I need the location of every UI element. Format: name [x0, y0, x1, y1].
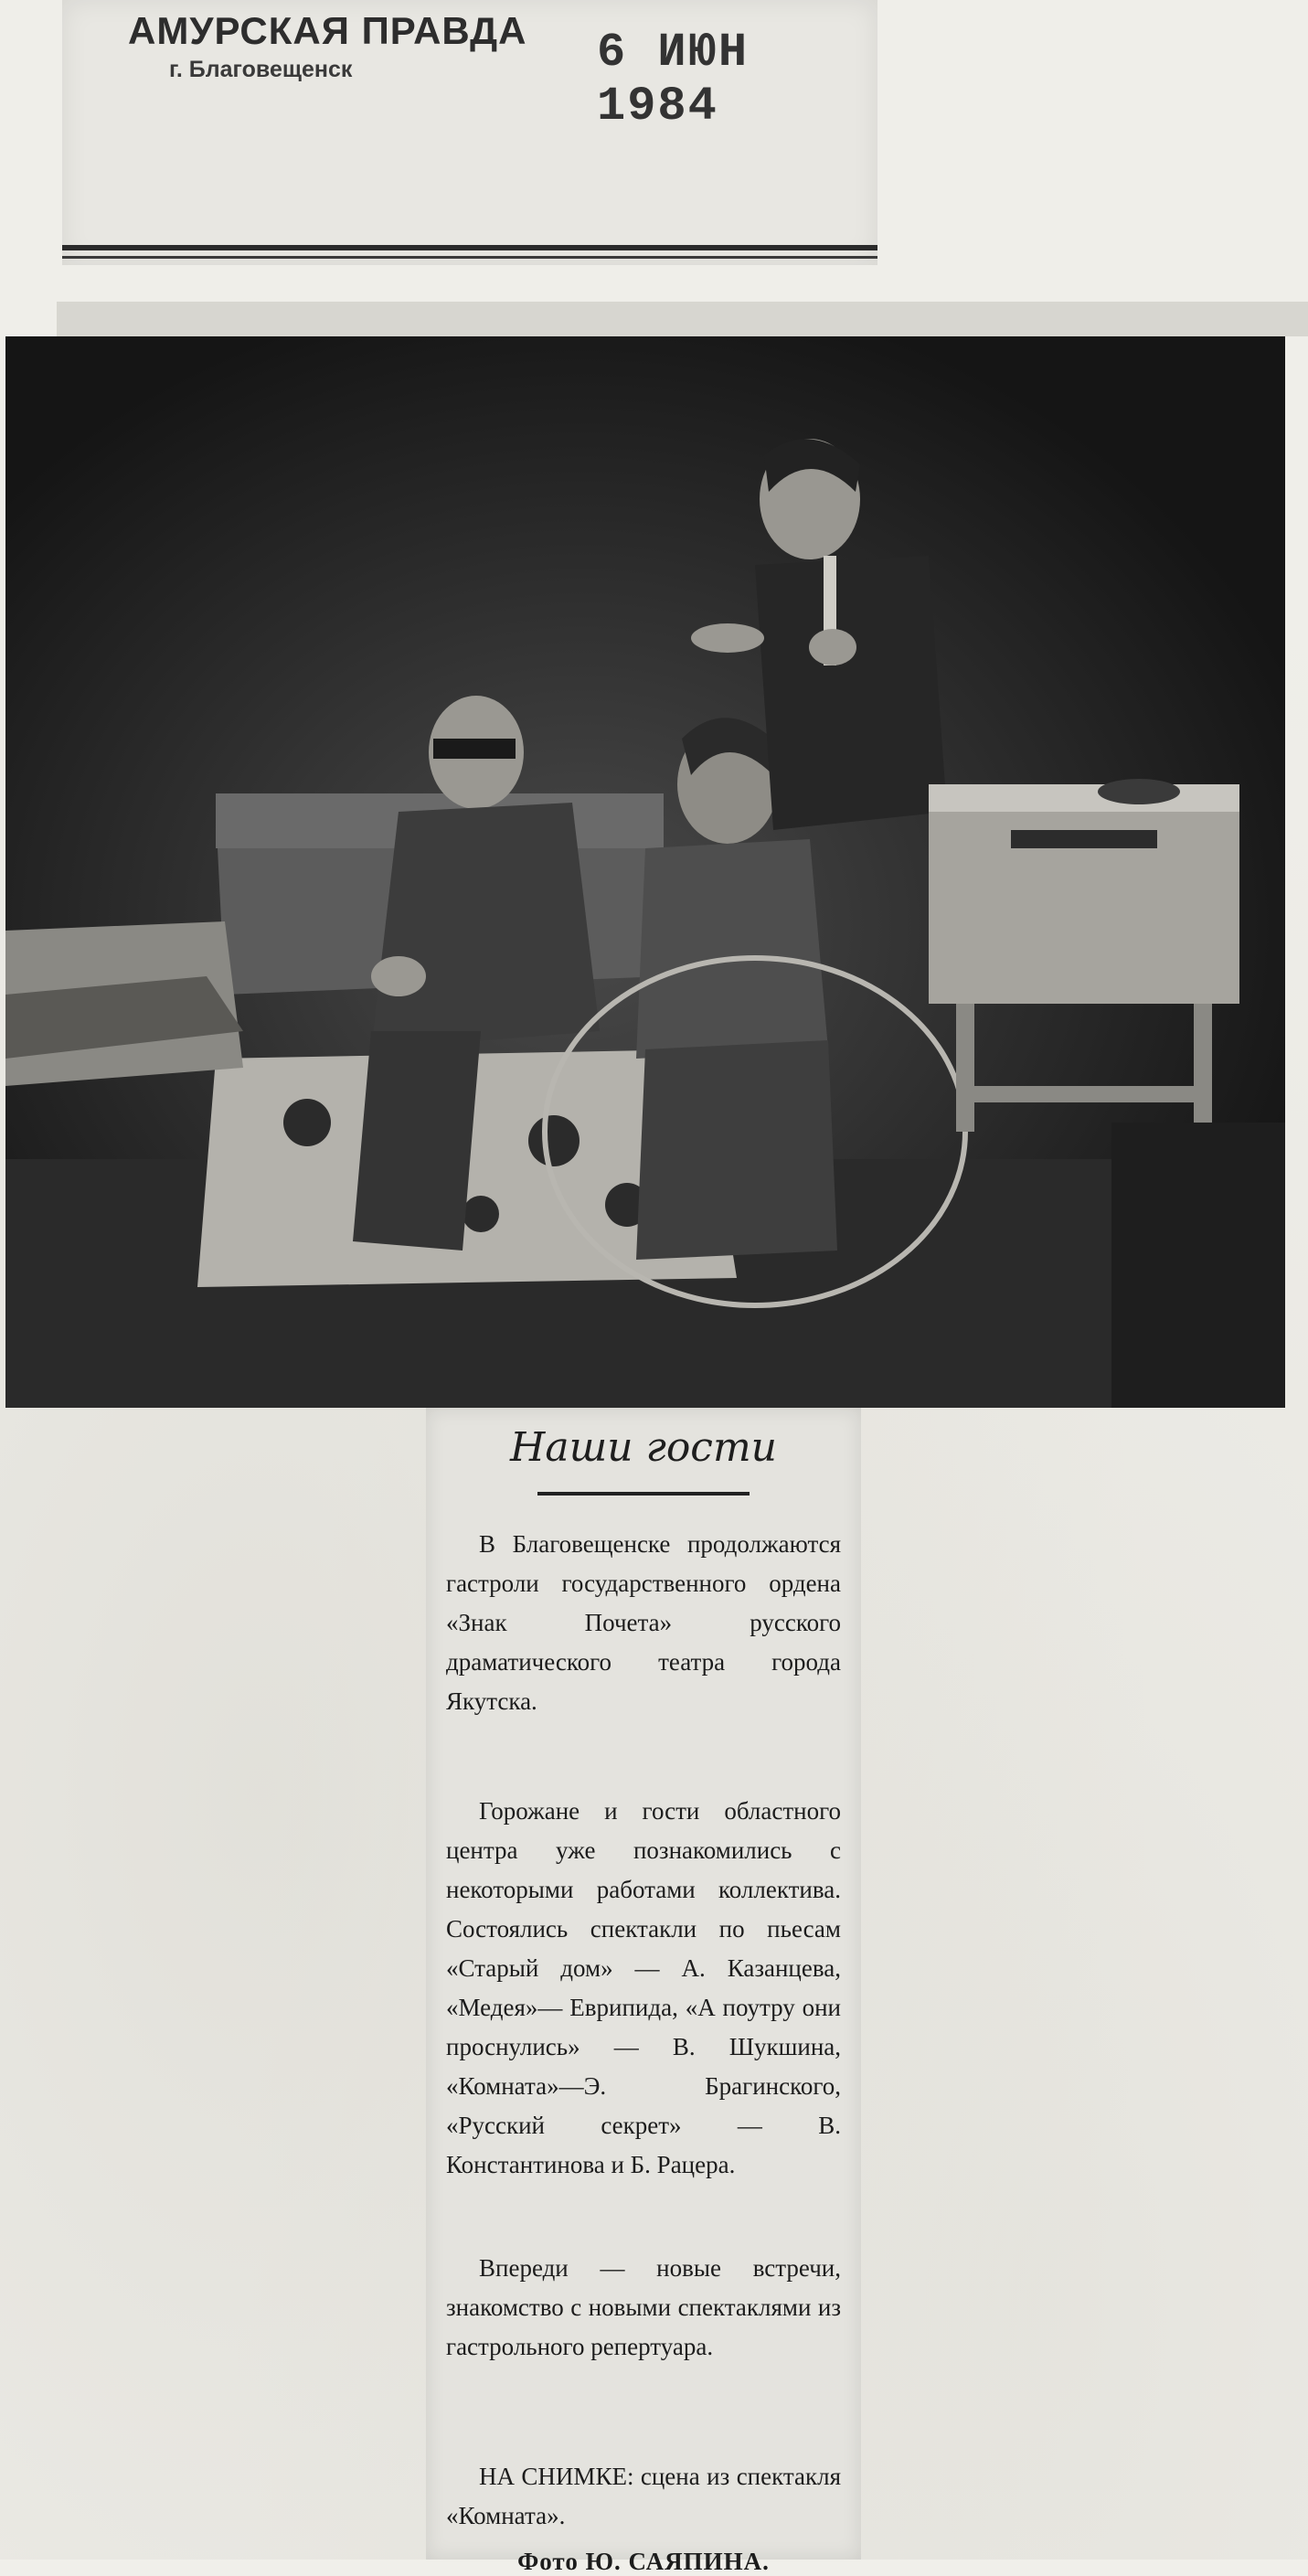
article-paragraph-2: Горожане и гости областного центра уже познакомились с некоторыми работами коллектива. Состоялись спектакли по пьесам «Старый дом» — А. Казанцева, «Медея»— Еврипида, «А поутру они проснулись» — В. Шукшина, «Комната»—Э. Брагинского, «Русский секрет» — В. Константинова и Б. Рацера. [446, 1797, 841, 2178]
photo-illustration [5, 336, 1285, 1408]
photo-caption: НА СНИМКЕ: сцена из спектакля «Комната». [446, 2463, 841, 2529]
theatre-scene-photo [5, 336, 1285, 1408]
article-paragraph-3: Впереди — новые встречи, знакомство с новыми спектаклями из гастрольного репертуара. [446, 2254, 841, 2360]
article-paragraph-1: В Благовещенске продолжаются гастроли государственного ордена «Знак Почета» русского драматического театра города Якутска. [446, 1530, 841, 1715]
clipping-separator-strip [57, 302, 1308, 336]
article-title: Наши гости [509, 1424, 778, 1471]
newspaper-city: г. Благовещенск [169, 57, 353, 82]
header-rule-thin [62, 256, 877, 259]
header-rule-thick [62, 245, 877, 250]
newspaper-header-clipping [62, 0, 877, 265]
title-underline [537, 1492, 750, 1496]
article-column [426, 1408, 861, 2575]
date-stamp: 6 ИЮН 1984 [597, 26, 750, 133]
newspaper-name: АМУРСКАЯ ПРАВДА [128, 9, 527, 52]
photo-credit: Фото Ю. САЯПИНА. [517, 2548, 770, 2575]
